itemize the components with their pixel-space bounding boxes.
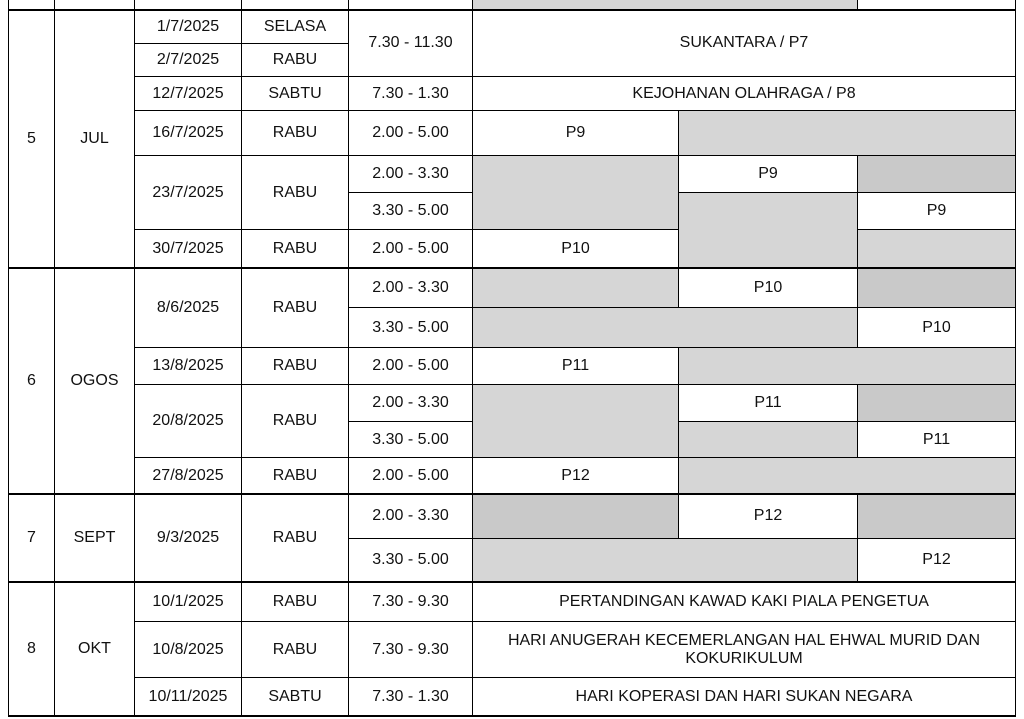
date-cell: 13/8/2025: [135, 348, 242, 385]
date-cell: 9/3/2025: [135, 494, 242, 582]
shaded-cell: [473, 156, 679, 230]
day-cell: RABU: [242, 44, 349, 77]
day-cell: SABTU: [242, 678, 349, 717]
group-separator: [8, 581, 1016, 583]
row-number: 5: [8, 10, 55, 268]
month-cell: OGOS: [55, 268, 135, 494]
shaded-cell: [473, 385, 679, 458]
date-cell: 10/1/2025: [135, 582, 242, 622]
activity-cell: KEJOHANAN OLAHRAGA / P8: [473, 77, 1016, 111]
shaded-cell: [679, 422, 858, 458]
day-cell: RABU: [242, 111, 349, 156]
day-cell: RABU: [242, 230, 349, 268]
time-cell: 3.30 - 5.00: [349, 539, 473, 582]
time-cell: 2.00 - 5.00: [349, 458, 473, 494]
date-cell: 30/7/2025: [135, 230, 242, 268]
date-cell: 12/7/2025: [135, 77, 242, 111]
time-cell: 7.30 - 11.30: [349, 10, 473, 77]
time-cell: 7.30 - 9.30: [349, 582, 473, 622]
shaded-cell: [858, 156, 1016, 193]
group-separator: [8, 9, 1016, 11]
class-cell: P9: [679, 156, 858, 193]
activity-cell: PERTANDINGAN KAWAD KAKI PIALA PENGETUA: [473, 582, 1016, 622]
day-cell: RABU: [242, 348, 349, 385]
shaded-cell: [679, 193, 858, 268]
shaded-cell: [473, 539, 858, 582]
group-separator: [8, 493, 1016, 495]
shaded-cell: [858, 494, 1016, 539]
shaded-cell: [858, 385, 1016, 422]
time-cell: 7.30 - 9.30: [349, 622, 473, 678]
day-cell: SABTU: [242, 77, 349, 111]
month-cell: OKT: [55, 582, 135, 717]
class-cell: P11: [473, 348, 679, 385]
time-cell: 7.30 - 1.30: [349, 77, 473, 111]
shaded-cell: [473, 494, 679, 539]
date-cell: 8/6/2025: [135, 268, 242, 348]
date-cell: 1/7/2025: [135, 10, 242, 44]
day-cell: RABU: [242, 385, 349, 458]
row-number: 6: [8, 268, 55, 494]
day-cell: RABU: [242, 494, 349, 582]
shaded-cell: [679, 458, 1016, 494]
month-cell: JUL: [55, 10, 135, 268]
activity-cell: SUKANTARA / P7: [473, 10, 1016, 77]
time-cell: 2.00 - 5.00: [349, 111, 473, 156]
time-cell: 2.00 - 5.00: [349, 348, 473, 385]
date-cell: 16/7/2025: [135, 111, 242, 156]
group-separator: [8, 267, 1016, 269]
day-cell: RABU: [242, 268, 349, 348]
time-cell: 3.30 - 5.00: [349, 308, 473, 348]
activity-cell: HARI ANUGERAH KECEMERLANGAN HAL EHWAL MURID DAN KOKURIKULUM: [473, 622, 1016, 678]
class-cell: P9: [473, 111, 679, 156]
row-number: 8: [8, 582, 55, 717]
time-cell: 2.00 - 5.00: [349, 230, 473, 268]
date-cell: 20/8/2025: [135, 385, 242, 458]
date-cell: 10/8/2025: [135, 622, 242, 678]
time-cell: 2.00 - 3.30: [349, 385, 473, 422]
group-separator: [8, 715, 1016, 717]
class-cell: P10: [473, 230, 679, 268]
date-cell: 27/8/2025: [135, 458, 242, 494]
day-cell: RABU: [242, 622, 349, 678]
day-cell: SELASA: [242, 10, 349, 44]
class-cell: P9: [858, 193, 1016, 230]
day-cell: RABU: [242, 458, 349, 494]
schedule-table: [8, 0, 1016, 717]
time-cell: 2.00 - 3.30: [349, 156, 473, 193]
shaded-cell: [473, 308, 858, 348]
time-cell: 7.30 - 1.30: [349, 678, 473, 717]
shaded-cell: [858, 230, 1016, 268]
activity-cell: HARI KOPERASI DAN HARI SUKAN NEGARA: [473, 678, 1016, 717]
class-cell: P10: [858, 308, 1016, 348]
shaded-cell: [473, 268, 679, 308]
shaded-cell: [858, 268, 1016, 308]
row-number: 7: [8, 494, 55, 582]
shaded-cell: [679, 111, 1016, 156]
date-cell: 23/7/2025: [135, 156, 242, 230]
class-cell: P12: [473, 458, 679, 494]
month-cell: SEPT: [55, 494, 135, 582]
day-cell: RABU: [242, 582, 349, 622]
class-cell: P11: [858, 422, 1016, 458]
shaded-cell: [679, 348, 1016, 385]
date-cell: 10/11/2025: [135, 678, 242, 717]
time-cell: 2.00 - 3.30: [349, 494, 473, 539]
date-cell: 2/7/2025: [135, 44, 242, 77]
class-cell: P10: [679, 268, 858, 308]
time-cell: 2.00 - 3.30: [349, 268, 473, 308]
time-cell: 3.30 - 5.00: [349, 193, 473, 230]
class-cell: P11: [679, 385, 858, 422]
day-cell: RABU: [242, 156, 349, 230]
class-cell: P12: [679, 494, 858, 539]
class-cell: P12: [858, 539, 1016, 582]
time-cell: 3.30 - 5.00: [349, 422, 473, 458]
